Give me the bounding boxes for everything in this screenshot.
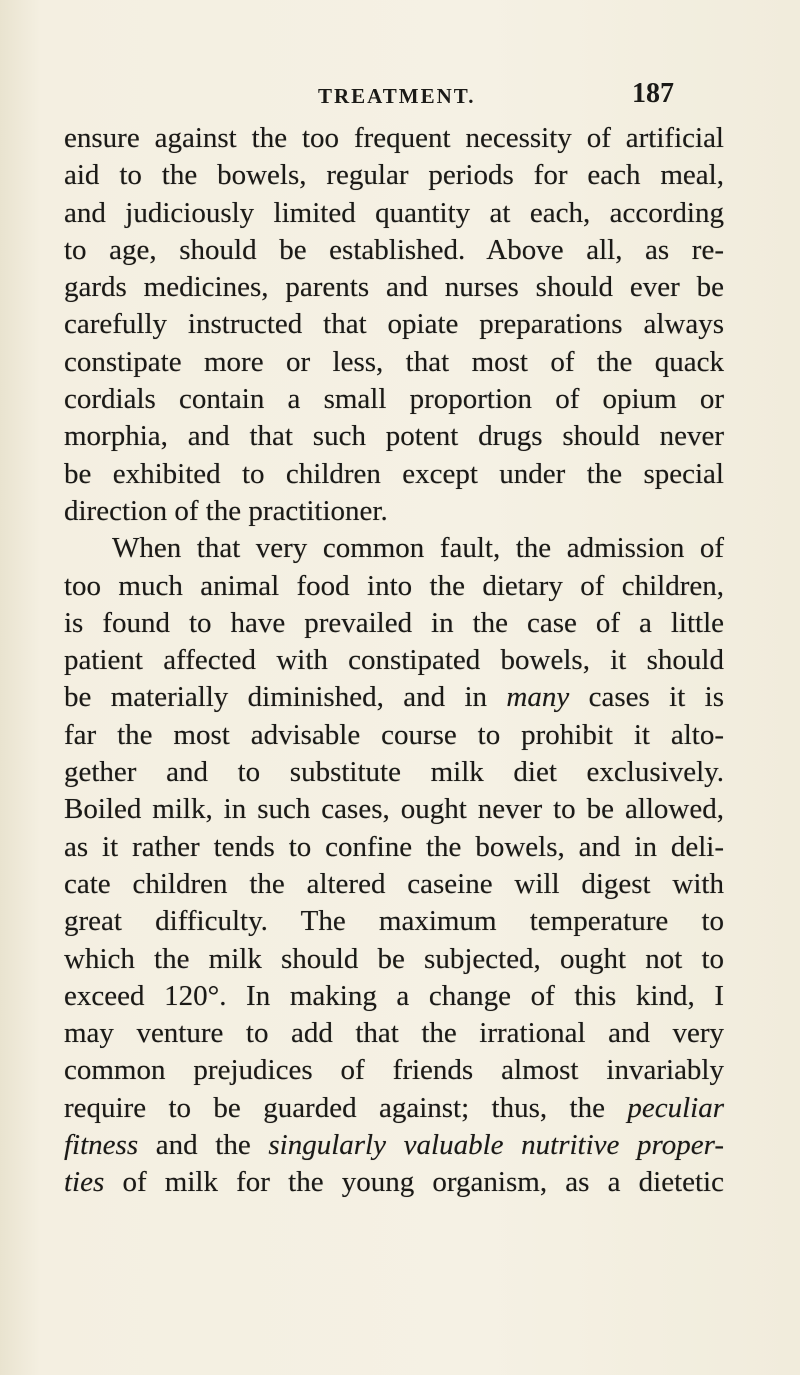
text-segment: cordials contain a small proportion of opium or: [64, 383, 724, 416]
text-segment: be materially diminished, and in: [64, 681, 507, 714]
text-line: [64, 418, 724, 455]
text-segment: direction of the practitioner.: [64, 494, 388, 527]
text-line: [64, 306, 724, 343]
text-line: [64, 791, 724, 828]
text-line: [64, 717, 724, 754]
text-line: [64, 829, 724, 866]
text-line: [64, 195, 724, 232]
text-segment: and the: [138, 1129, 269, 1162]
text-segment: great difficulty. The maximum temperature to: [64, 905, 724, 938]
text-line: [64, 568, 724, 605]
text-segment: morphia, and that such potent drugs should never: [64, 420, 724, 453]
text-segment: far the most advisable course to prohibit it alto-: [64, 718, 724, 751]
text-segment: ensure against the too frequent necessity of artificial: [64, 122, 724, 154]
italic-text: singularly valuable nutritive proper-: [268, 1129, 724, 1162]
text-line: [64, 269, 724, 306]
text-line: [64, 978, 724, 1015]
text-line: [64, 605, 724, 642]
running-title: TREATMENT.: [318, 84, 476, 108]
text-line: [64, 1052, 724, 1089]
text-line: [64, 1015, 724, 1052]
text-line: [64, 754, 724, 791]
italic-text: peculiar: [627, 1091, 724, 1124]
text-line: [64, 1127, 724, 1164]
text-segment: require to be guarded against; thus, the: [64, 1091, 628, 1124]
text-line: [64, 530, 724, 567]
text-segment: aid to the bowels, regular periods for each meal,: [64, 159, 724, 192]
text-segment: carefully instructed that opiate preparations always: [64, 308, 724, 341]
text-segment: and judiciously limited quantity at each, according: [64, 196, 724, 229]
text-segment: too much animal food into the dietary of children,: [64, 569, 724, 602]
text-segment: gards medicines, parents and nurses should ever be: [64, 271, 724, 304]
text-line: [64, 679, 724, 716]
text-line: [64, 1090, 724, 1127]
text-segment: exceed 120°. In making a change of this kind, I: [64, 979, 724, 1012]
text-line: [64, 232, 724, 269]
text-line: [64, 456, 724, 493]
text-line: [64, 1164, 724, 1201]
running-head: [0, 78, 800, 114]
text-segment: cases it is: [569, 681, 724, 714]
text-segment: constipate more or less, that most of the quack: [64, 345, 724, 378]
text-segment: to age, should be established. Above all, as re-: [64, 233, 724, 266]
text-line: [64, 157, 724, 194]
text-line: [64, 344, 724, 381]
text-line: [64, 381, 724, 418]
text-segment: cate children the altered caseine will digest with: [64, 867, 724, 900]
italic-text: many: [506, 681, 570, 714]
text-segment: may venture to add that the irrational and very: [64, 1017, 724, 1050]
text-segment: is found to have prevailed in the case of a little: [64, 606, 724, 639]
text-segment: as it rather tends to confine the bowels, and in deli-: [64, 830, 724, 863]
text-line: [64, 642, 724, 679]
text-segment: Boiled milk, in such cases, ought never to be allowed,: [64, 793, 724, 826]
text-line: [64, 120, 724, 157]
body-text: [64, 120, 724, 1202]
text-line: [64, 493, 724, 530]
page-number: 187: [632, 78, 674, 109]
italic-text: ties: [64, 1166, 105, 1199]
text-segment: gether and to substitute milk diet exclusively.: [64, 756, 724, 789]
text-segment: of milk for the young organism, as a dietetic: [104, 1166, 724, 1199]
text-segment: be exhibited to children except under the special: [64, 457, 724, 490]
text-segment: When that very common fault, the admission of: [112, 532, 724, 565]
text-segment: patient affected with constipated bowels, it should: [64, 644, 724, 677]
italic-text: fitness: [64, 1129, 139, 1162]
text-segment: which the milk should be subjected, ought not to: [64, 942, 724, 975]
text-line: [64, 866, 724, 903]
text-line: [64, 941, 724, 978]
text-line: [64, 903, 724, 940]
text-segment: common prejudices of friends almost invariably: [64, 1054, 724, 1087]
